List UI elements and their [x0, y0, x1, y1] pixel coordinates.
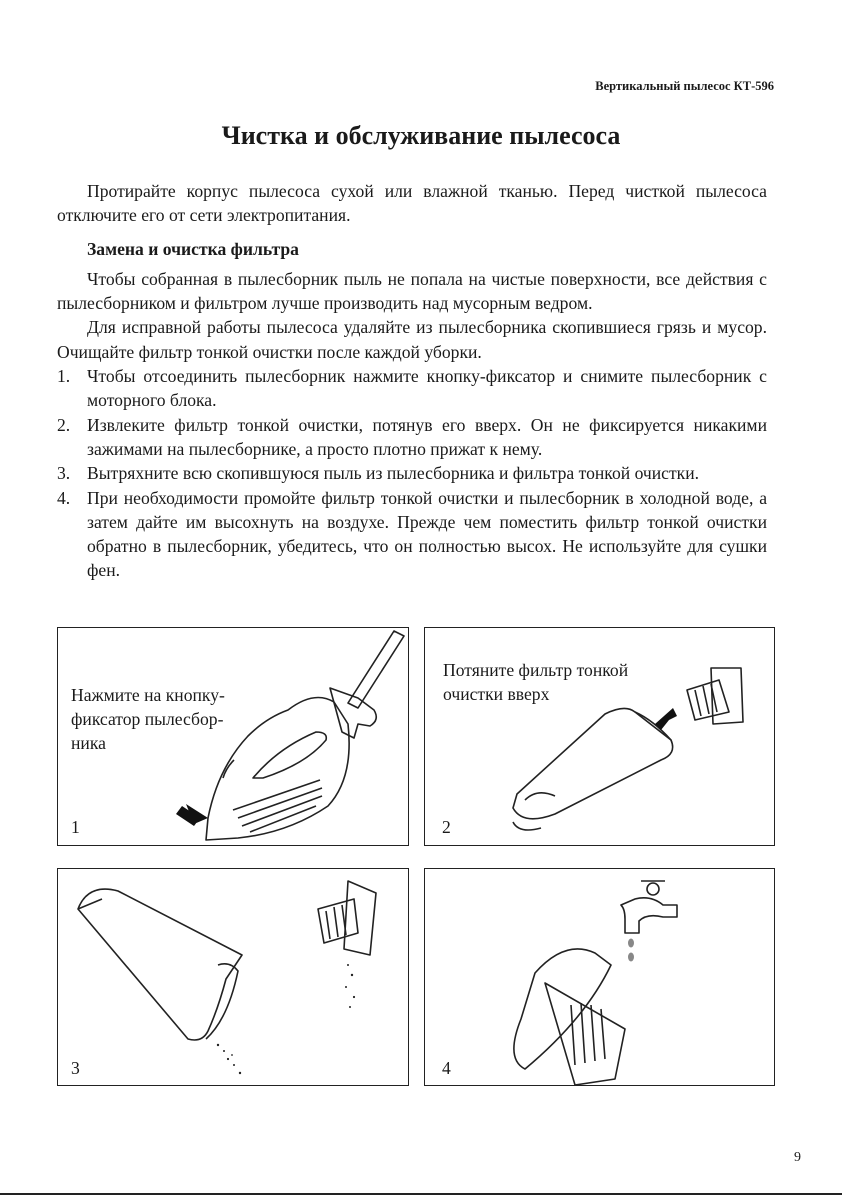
caption-line: Нажмите на кнопку- [71, 685, 225, 705]
figure-3-number: 3 [71, 1058, 80, 1078]
figure-3-panel [57, 868, 409, 1086]
arrow-icon [176, 804, 208, 826]
paragraph-2: Для исправной работы пылесоса удаляйте из пылесборника скопившиеся грязь и мусор. Очищайте фильтр тонкой очистки после каждой уборки. [57, 317, 767, 362]
list-item [57, 486, 767, 583]
step-text: Извлеките фильтр тонкой очистки, потянув его вверх. Он не фиксируется никакими зажимами на пылесборнике, а просто плотно прижат к нему. [87, 414, 767, 459]
paragraph-1: Чтобы собранная в пылесборник пыль не попала на чистые поверхности, все действия с пылесборником и фильтром лучше производить над мусорным ведром. [57, 268, 767, 314]
step-number: 2. [57, 414, 71, 435]
step-number: 4. [57, 487, 71, 508]
caption-line: очистки вверх [443, 684, 550, 704]
step-number: 3. [57, 463, 71, 484]
figure-4-number: 4 [442, 1058, 451, 1078]
intro-paragraph: Протирайте корпус пылесоса сухой или влажной тканью. Перед чисткой пылесоса отключите его от сети электропитания. [57, 181, 767, 226]
step-text: Чтобы отсоединить пылесборник нажмите кнопку-фиксатор и снимите пылесборник с моторного блока. [87, 366, 767, 411]
washing-filter-illustration [425, 869, 774, 1085]
step-text: Вытряхните всю скопившуюся пыль из пылесборника и фильтра тонкой очистки. [87, 463, 700, 484]
steps-list [57, 364, 767, 583]
caption-line: ника [71, 733, 106, 753]
step-number: 1. [57, 366, 71, 387]
figure-1-number: 1 [71, 817, 80, 837]
page-number: 9 [794, 1150, 801, 1165]
caption-line: Потяните фильтр тонкой [443, 660, 629, 680]
list-item [57, 461, 767, 485]
figure-2-caption [443, 658, 628, 706]
bottom-rule [0, 1193, 842, 1195]
step-text: При необходимости промойте фильтр тонкой очистки и пылесборник в холодной воде, а затем дайте им высохнуть на воздухе. Прежде чем поместить фильтр тонкой очистки обратно в пылесборник, убедитесь, что он полностью высох. Не используйте для сушки фен. [87, 487, 767, 581]
arrow-icon [655, 708, 677, 730]
page-title: Чистка и обслуживание пылесоса [221, 121, 621, 150]
figure-4-panel [424, 868, 775, 1086]
caption-line: фиксатор пылесбор- [71, 709, 224, 729]
running-header: Вертикальный пылесос КТ-596 [595, 79, 774, 93]
figure-2-number: 2 [442, 817, 451, 837]
shaking-dust-illustration [58, 869, 408, 1085]
body-text [57, 179, 767, 583]
figure-2-panel [424, 627, 775, 846]
list-item [57, 413, 767, 462]
water-drops [628, 939, 634, 962]
list-item [57, 364, 767, 413]
section-heading: Замена и очистка фильтра [87, 238, 299, 259]
dust-particles [217, 964, 355, 1074]
figure-1-caption [71, 683, 225, 755]
figure-1-panel [57, 627, 409, 846]
